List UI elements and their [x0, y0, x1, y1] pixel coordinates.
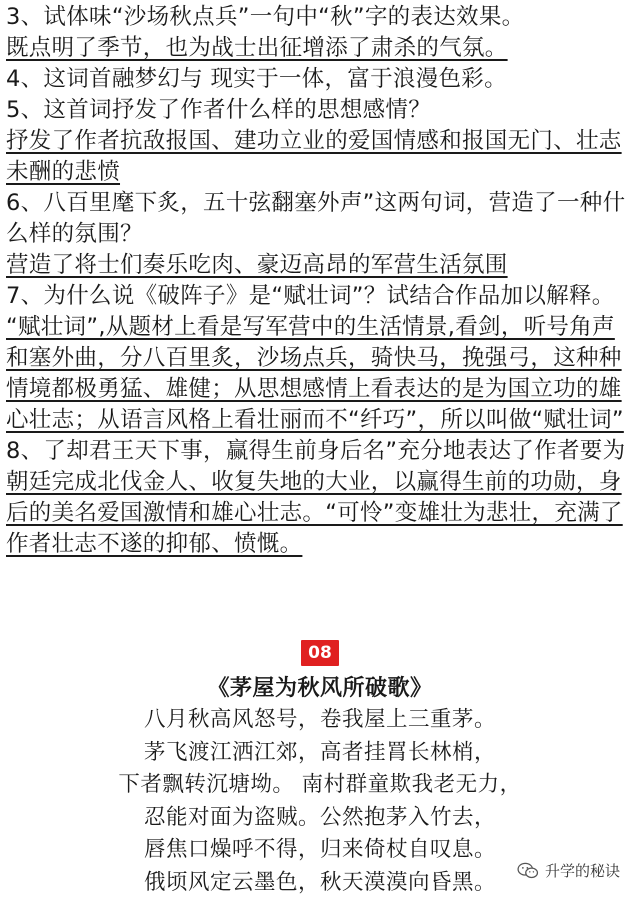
poem-line-6: 俄顷风定云墨色，秋天漠漠向昏黑。 — [143, 869, 496, 895]
poem-line-4: 忍能对面为盗贼。公然抱茅入竹去， — [143, 804, 496, 830]
poem-line-3: 下者飘转沉塘坳。 南村群童欺我老无力， — [118, 772, 522, 797]
question-7: 7、为什么说《破阵子》是“赋壮词”？试结合作品加以解释。 — [6, 283, 615, 309]
item-8-line-2: 朝廷完成北伐金人、收复失地的大业，以赢得生前的功勋，身 — [6, 469, 622, 495]
answer-7-line-2: 和塞外曲，分八百里炙，沙场点兵，骑快马，挽强弓，这种种 — [6, 345, 622, 371]
poem-line-1: 八月秋高风怒号，卷我屋上三重茅。 — [143, 707, 496, 732]
section-badge-container — [0, 640, 640, 666]
poem-title: 《茅屋为秋风所破歌》 — [207, 676, 433, 701]
wechat-icon — [517, 862, 539, 880]
question-3: 3、试体味“沙场秋点兵”一句中“秋”字的表达效果。 — [6, 4, 525, 30]
item-8-line-4: 作者壮志不遂的抑郁、愤慨。 — [6, 531, 303, 557]
item-8-line-3: 后的美名爱国激情和雄心壮志。“可怜”变雄壮为悲壮，充满了 — [6, 500, 623, 526]
section-number-badge: 08 — [301, 640, 339, 666]
question-5: 5、这首词抒发了作者什么样的思想感情？ — [6, 97, 432, 123]
answer-7-line-3: 情境都极勇猛、雄健；从思想感情上看表达的是为国立功的雄 — [6, 376, 622, 402]
answer-3: 既点明了季节，也为战士出征增添了肃杀的气氛。 — [6, 35, 508, 61]
item-8-line-1: 8、了却君王天下事，赢得生前身后名”充分地表达了作者要为 — [6, 438, 626, 464]
answer-7-line-4: 心壮志；从语言风格上看壮丽而不“纤巧”，所以叫做“赋壮词” — [6, 407, 624, 433]
poem-line-2: 茅飞渡江洒江郊，高者挂罥长林梢， — [143, 739, 496, 765]
answer-5-line-2: 未酬的悲愤 — [6, 159, 121, 185]
question-6-line-2: 么样的氛围？ — [6, 221, 143, 247]
watermark-text: 升学的秘诀 — [544, 862, 620, 880]
qa-section — [6, 0, 636, 560]
statement-4: 4、这词首融梦幻与 现实于一体，富于浪漫色彩。 — [6, 66, 507, 92]
question-6-line-1: 6、八百里麾下炙，五十弦翻塞外声”这两句词，营造了一种什 — [6, 190, 626, 216]
answer-7-line-1: “赋壮词”,从题材上看是写军营中的生活情景,看剑，听号角声 — [6, 314, 615, 340]
poem-line-5: 唇焦口燥呼不得，归来倚杖自叹息。 — [143, 837, 496, 862]
watermark — [513, 858, 624, 883]
answer-6: 营造了将士们奏乐吃肉、豪迈高昂的军营生活氛围 — [6, 252, 508, 278]
answer-5-line-1: 抒发了作者抗敌报国、建功立业的爱国情感和报国无门、壮志 — [6, 128, 622, 154]
